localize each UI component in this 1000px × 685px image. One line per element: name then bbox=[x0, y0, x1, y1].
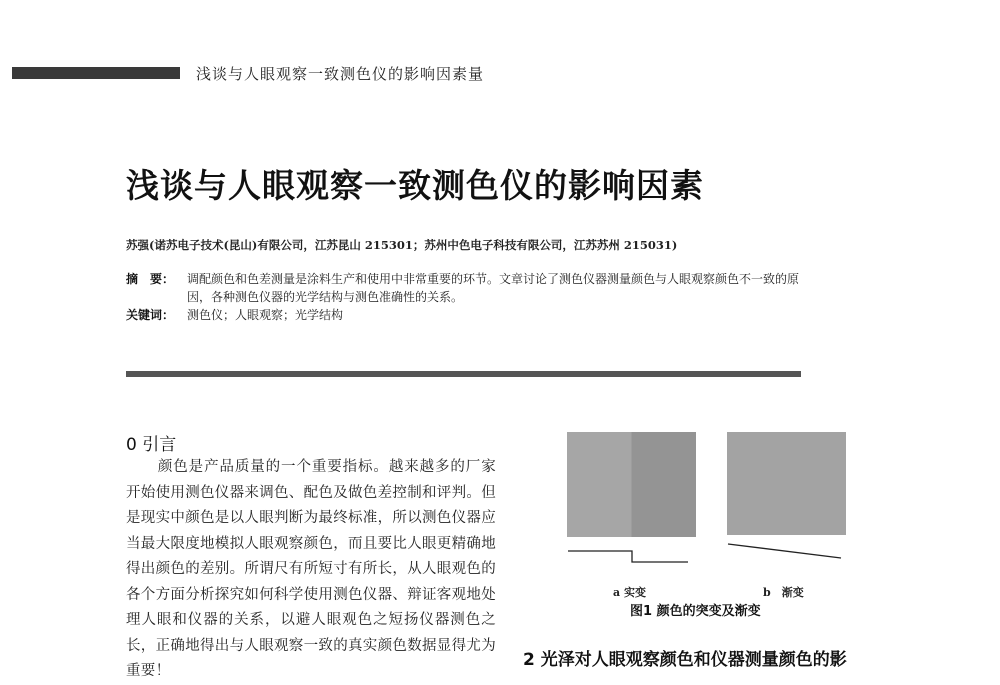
abstract-label: 摘 要： bbox=[126, 272, 175, 286]
header-bar bbox=[12, 67, 180, 79]
introduction-paragraph: 颜色是产品质量的一个重要指标。越来越多的厂家开始使用测色仪器来调色、配色及做色差控制和评判。但是现实中颜色是以人眼判断为最终标准，所以测色仪器应当最大限度地模拟人眼观察颜色，而且要比人眼更精确地得出颜色的差别。所谓尺有所短寸有所长，从人眼观色的各个方面分析探究如何科学使用测色仪器、辩证客观地处理人眼和仪器的关系，以避人眼观色之短扬仪器测色之长，正确地得出与人眼观察一致的真实颜色数据显得尤为重要！ bbox=[126, 459, 496, 679]
running-title: 浅谈与人眼观察一致测色仪的影响因素量 bbox=[196, 65, 485, 83]
introduction-body bbox=[126, 455, 496, 685]
figure-swatch-abrupt-change bbox=[567, 432, 696, 537]
article-title: 浅谈与人眼观察一致测色仪的影响因素 bbox=[126, 166, 704, 205]
gradual-change-profile bbox=[728, 544, 841, 558]
section-divider bbox=[126, 371, 801, 377]
section-heading-gloss: 2 光泽对人眼观察颜色和仪器测量颜色的影 bbox=[523, 650, 847, 670]
author-affiliation: 苏强(诺苏电子技术(昆山)有限公司，江苏昆山 215301；苏州中色电子科技有限公司，江苏苏州 215031) bbox=[126, 238, 678, 252]
figure-caption: 图1 颜色的突变及渐变 bbox=[630, 604, 761, 619]
figure-swatch-gradual-change bbox=[727, 432, 846, 535]
keywords-label: 关键词： bbox=[126, 308, 175, 322]
figure-label-b: b 渐变 bbox=[763, 586, 804, 599]
abstract-text: 调配颜色和色差测量是涂料生产和使用中非常重要的环节。文章讨论了测色仪器测量颜色与人眼观察颜色不一致的原因，各种测色仪器的光学结构与测色准确性的关系。 bbox=[187, 272, 800, 304]
keywords-text: 测色仪；人眼观察；光学结构 bbox=[187, 308, 344, 322]
figure-label-a: a 实变 bbox=[613, 586, 646, 599]
abrupt-change-profile bbox=[568, 551, 688, 562]
section-heading-introduction: 0 引言 bbox=[126, 435, 177, 455]
figure-profile-lines bbox=[560, 535, 860, 575]
